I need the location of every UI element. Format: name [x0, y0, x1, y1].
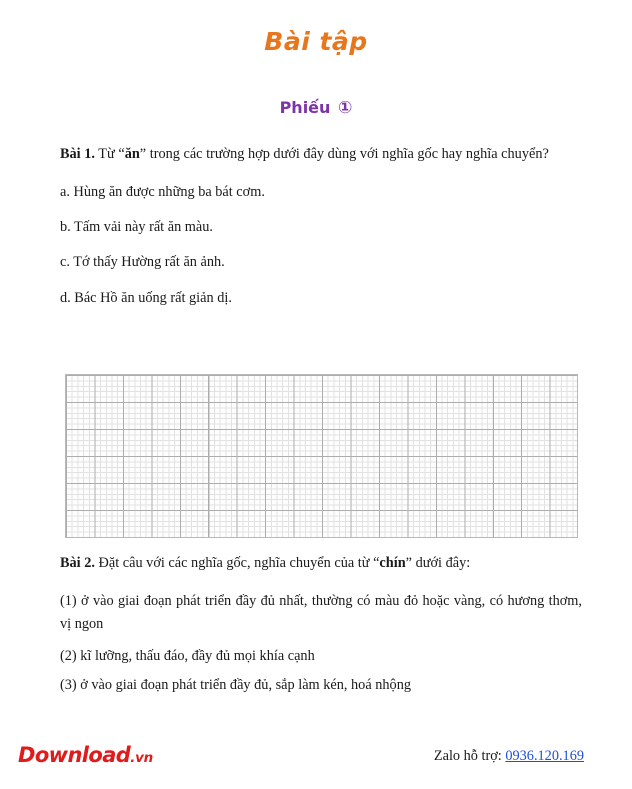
brand-tld: .vn [130, 750, 153, 766]
brand-name: Download [18, 743, 131, 767]
exercise-2-label: Bài 2. [60, 555, 95, 571]
exercise-2-heading [60, 552, 582, 575]
graph-paper-surface[interactable] [65, 374, 578, 538]
spacer [60, 239, 582, 251]
exercise-1-item-b: b. Tấm vải này rất ăn màu. [60, 219, 213, 236]
exercise-2-item-2: (2) kĩ lưỡng, thấu đáo, đầy đủ mọi khía cạnh [60, 648, 315, 665]
zalo-support-phone-link[interactable]: 0936.120.169 [505, 748, 584, 764]
spacer [60, 636, 582, 645]
spacer [60, 275, 582, 287]
exercise-2-heading-after: ” dưới đây: [405, 555, 471, 571]
worksheet-content [60, 143, 582, 310]
exercise-1-heading-after: ” trong các trường hợp dưới đây dùng với nghĩa gốc hay nghĩa chuyển? [139, 146, 549, 162]
exercise-1-heading [60, 143, 582, 166]
sheet-label [0, 99, 632, 118]
exercise-1-item-a: a. Hùng ăn được những ba bát cơm. [60, 184, 265, 201]
worksheet-content-lower [60, 552, 582, 697]
exercise-2-heading-before: Đặt câu với các nghĩa gốc, nghĩa chuyển của từ “ [94, 555, 380, 571]
exercise-1-item-c: c. Tớ thấy Hường rất ăn ảnh. [60, 254, 225, 271]
exercise-2-item-1: (1) ở vào giai đoạn phát triển đầy đủ nhất, thường có màu đỏ hoặc vàng, có hương thơm, vị ngon [60, 593, 582, 633]
exercise-2-item-3: (3) ở vào giai đoạn phát triển đầy đủ, sắp làm kén, hoá nhộng [60, 676, 411, 693]
exercise-1-label: Bài 1. [60, 146, 95, 162]
exercise-1-item-d: d. Bác Hồ ăn uống rất giản dị. [60, 289, 232, 306]
sheet-label-text: Phiếu [279, 98, 331, 117]
answer-grid[interactable] [65, 374, 578, 538]
zalo-support [434, 748, 584, 765]
spacer [60, 575, 582, 590]
zalo-support-label: Zalo hỗ trợ: [433, 748, 506, 764]
page-footer [0, 742, 632, 782]
exercise-2-keyword: chín [379, 555, 406, 571]
page-title: Bài tập [264, 27, 368, 56]
spacer [60, 166, 582, 181]
circled-one-icon: ① [338, 98, 353, 118]
download-vn-logo[interactable] [18, 745, 153, 766]
exercise-1-keyword: ăn [124, 146, 140, 162]
exercise-1-heading-before: Từ “ [94, 146, 125, 162]
spacer [60, 204, 582, 216]
